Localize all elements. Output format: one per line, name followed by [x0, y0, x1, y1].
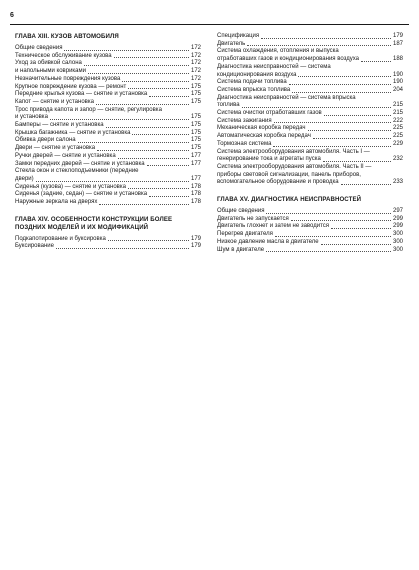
toc-entry: [217, 216, 403, 224]
toc-entry-title: Бамперы — снятие и установка: [15, 122, 104, 129]
toc-entry-page: 215: [392, 102, 403, 109]
dot-leader: [289, 84, 391, 85]
dot-leader: [96, 104, 189, 105]
toc-entry: [217, 64, 403, 72]
dot-leader: [275, 236, 391, 237]
toc-entry: [217, 149, 403, 157]
dot-leader: [128, 188, 189, 189]
toc-entry: [217, 223, 403, 231]
toc-entry-title: Наружные зеркала на дверях: [15, 199, 98, 206]
dot-leader: [78, 142, 189, 143]
toc-entry: [217, 247, 403, 255]
toc-entry-title: Двигатель глохнет и затем не заводится: [217, 223, 330, 230]
toc-entry: [217, 208, 403, 216]
toc-entry-title: Крышка багажника — снятие и установка: [15, 129, 131, 136]
dot-leader: [247, 45, 391, 46]
toc-entry-page: 300: [392, 238, 403, 245]
toc-entry: [15, 243, 201, 251]
dot-leader: [261, 38, 391, 39]
toc-entry: [15, 84, 201, 92]
toc-entry-title: и установка: [15, 114, 48, 121]
dot-leader: [88, 73, 189, 74]
page-number: 6: [10, 12, 14, 19]
toc-entry-title: Уход за обивкой салона: [15, 60, 82, 67]
toc-entry-page: 215: [392, 110, 403, 117]
toc-entry: [15, 145, 201, 153]
dot-leader: [341, 184, 391, 185]
toc-entry-page: 229: [392, 140, 403, 147]
chapter-heading: ГЛАВА XIV. ОСОБЕННОСТИ КОНСТРУКЦИИ БОЛЕЕ ПОЗДНИХ МОДЕЛЕЙ И ИХ МОДИФИКАЦИЙ: [15, 215, 173, 231]
dot-leader: [36, 181, 189, 182]
toc-entry-page: 178: [190, 191, 201, 198]
toc-entry-title: кондиционирования воздуха: [217, 71, 297, 78]
toc-entry-title: Сиденья (кузова) — снятие и установка: [15, 183, 126, 190]
dot-leader: [331, 228, 391, 229]
toc-entry-title: Незначительные повреждения кузова: [15, 75, 121, 82]
toc-entry: [217, 72, 403, 80]
toc-entry-title: Трос привода капота и запор — снятие, регулировка: [15, 106, 162, 113]
dot-leader: [50, 119, 189, 120]
toc-entry-title: Буксирование: [15, 243, 54, 250]
toc-entry-page: 172: [190, 60, 201, 67]
toc-entry: [15, 122, 201, 130]
toc-entry-page: 299: [392, 215, 403, 222]
toc-entry-page: 177: [190, 152, 201, 159]
toc-entry-page: 300: [392, 231, 403, 238]
toc-entry-page: 175: [190, 137, 201, 144]
toc-entry: [15, 68, 201, 76]
toc-entry: [15, 168, 201, 176]
toc-entry-title: Замки передних дверей — снятие и установка: [15, 160, 145, 167]
toc-entry-title: Система электрооборудования автомобиля. Часть II —: [217, 163, 372, 170]
toc-entry: [217, 41, 403, 49]
toc-entry: [217, 87, 403, 95]
toc-entry-page: 175: [190, 91, 201, 98]
toc-entry-title: Система охлаждения, отопления и выпуска: [217, 48, 339, 55]
dot-leader: [323, 161, 391, 162]
toc-entry-page: 172: [190, 45, 201, 51]
toc-entry: [217, 56, 403, 64]
toc-entry: [15, 60, 201, 68]
dot-leader: [149, 196, 189, 197]
toc-entry-title: Передние крылья кузова — снятие и установка: [15, 91, 148, 98]
toc-entry-title: Двигатель не запускается: [217, 215, 289, 222]
dot-leader: [118, 158, 189, 159]
toc-entry-title: Система электрооборудования автомобиля. Часть I —: [217, 148, 370, 155]
toc-entry-title: Стекла окон и стеклоподъемники (передние: [15, 168, 139, 175]
toc-entry: [15, 130, 201, 138]
toc-entry: [15, 91, 201, 99]
toc-entry-page: 177: [190, 160, 201, 167]
toc-entry: [15, 137, 201, 145]
toc-entry-title: Обивка двери салона: [15, 137, 76, 144]
toc-entry: [217, 95, 403, 103]
dot-leader: [274, 122, 391, 123]
dot-leader: [97, 150, 189, 151]
dot-leader: [122, 81, 189, 82]
toc-entry-page: 225: [392, 125, 403, 132]
toc-entry-title: Тормозная система: [217, 140, 272, 147]
toc-entry-page: 178: [190, 199, 201, 206]
dot-leader: [99, 204, 189, 205]
toc-entry: [217, 172, 403, 180]
toc-entry-page: 297: [392, 208, 403, 215]
toc-entry: [217, 102, 403, 110]
dot-leader: [321, 244, 391, 245]
toc-entry-page: 179: [392, 33, 403, 39]
toc-entry-page: 179: [190, 243, 201, 250]
dot-leader: [291, 220, 391, 221]
toc-entry-title: Диагностика неисправностей — система впрыска: [217, 94, 356, 101]
dot-leader: [108, 240, 189, 241]
toc-entry: [217, 48, 403, 56]
toc-entry-title: Диагностика неисправностей — система: [217, 63, 331, 70]
dot-leader: [64, 50, 189, 51]
dot-leader: [361, 61, 391, 62]
toc-entry-title: Автоматическая коробка передач: [217, 133, 311, 140]
toc-entry: [217, 141, 403, 149]
toc-entry-page: 175: [190, 98, 201, 105]
toc-entry-title: Спецификация: [217, 33, 260, 39]
toc-entry-page: 188: [392, 56, 403, 63]
toc-entry-page: 222: [392, 117, 403, 124]
toc-entry: [15, 176, 201, 184]
toc-entry-page: 175: [190, 145, 201, 152]
dot-leader: [56, 248, 189, 249]
toc-entry-title: Шум в двигателе: [217, 246, 265, 253]
toc-entry-title: Общие сведения: [217, 208, 265, 215]
toc-entry: [217, 125, 403, 133]
toc-entry-page: 204: [392, 86, 403, 93]
toc-entry-title: Система впрыска топлива: [217, 86, 291, 93]
toc-entry: [15, 184, 201, 192]
toc-entry-title: Ручки дверей — снятие и установка: [15, 152, 116, 159]
toc-entry-page: 232: [392, 156, 403, 163]
dot-leader: [132, 134, 189, 135]
toc-entry: [217, 156, 403, 164]
toc-entry-title: отработавших газов и кондиционирования воздуха: [217, 56, 360, 63]
toc-entry-title: топлива: [217, 102, 240, 109]
toc-entry-page: 175: [190, 83, 201, 90]
dot-leader: [114, 57, 189, 58]
toc-entry-title: Капот — снятие и установка: [15, 98, 94, 105]
toc-entry: [217, 118, 403, 126]
dot-leader: [266, 251, 391, 252]
toc-entry-page: 178: [190, 183, 201, 190]
toc-entry-page: 187: [392, 40, 403, 47]
toc-entry-page: 175: [190, 114, 201, 121]
toc-entry-title: Механическая коробка передач: [217, 125, 306, 132]
toc-entry: [217, 239, 403, 247]
toc-entry-page: 190: [392, 71, 403, 78]
toc-entry: [15, 99, 201, 107]
toc-entry-title: Техническое обслуживание кузова: [15, 52, 112, 59]
toc-right-column: [217, 33, 403, 254]
toc-entry-title: Сиденья (задние, седан) — снятие и установка: [15, 191, 148, 198]
toc-entry: [15, 236, 201, 244]
toc-entry-title: Система подачи топлива: [217, 79, 287, 86]
toc-entry: [217, 164, 403, 172]
header-rule: [10, 24, 409, 25]
dot-leader: [308, 130, 391, 131]
toc-entry: [217, 33, 403, 41]
toc-entry-title: Крупное повреждение кузова — ремонт: [15, 83, 127, 90]
dot-leader: [106, 127, 189, 128]
toc-entry-page: 177: [190, 175, 201, 182]
toc-entry-page: 300: [392, 246, 403, 253]
toc-entry-page: 299: [392, 223, 403, 230]
toc-entry: [217, 79, 403, 87]
toc-entry: [15, 107, 201, 115]
toc-entry-page: 233: [392, 179, 403, 186]
toc-entry-page: 172: [190, 52, 201, 59]
chapter-heading: ГЛАВА XV. ДИАГНОСТИКА НЕИСПРАВНОСТЕЙ: [217, 196, 362, 204]
toc-entry-title: приборы световой сигнализации, панель приборов,: [217, 171, 361, 178]
toc-entry-title: Двери — снятие и установка: [15, 145, 96, 152]
dot-leader: [313, 138, 391, 139]
toc-entry: [217, 133, 403, 141]
toc-entry: [217, 179, 403, 187]
dot-leader: [149, 96, 189, 97]
dot-leader: [266, 213, 391, 214]
toc-entry-title: Перегрев двигателя: [217, 231, 273, 238]
dot-leader: [292, 92, 391, 93]
toc-entry: [15, 161, 201, 169]
toc-entry-title: Общие сведения: [15, 45, 63, 51]
dot-leader: [128, 88, 189, 89]
toc-entry: [217, 110, 403, 118]
toc-entry-title: вспомогательное оборудование и проводка: [217, 179, 339, 186]
dot-leader: [273, 146, 391, 147]
toc-entry: [15, 76, 201, 84]
toc-entry-page: 172: [190, 75, 201, 82]
toc-entry-title: Двигатель: [217, 40, 246, 47]
dot-leader: [324, 115, 391, 116]
toc-entry: [217, 231, 403, 239]
toc-entry: [15, 45, 201, 53]
chapter-heading: ГЛАВА XIII. КУЗОВ АВТОМОБИЛЯ: [15, 33, 119, 40]
toc-entry-page: 175: [190, 129, 201, 136]
dot-leader: [242, 107, 391, 108]
toc-entry-page: 175: [190, 122, 201, 129]
toc-entry-title: и напольными ковриками: [15, 68, 86, 75]
dot-leader: [84, 65, 189, 66]
toc-entry-title: Система очистки отработавших газов: [217, 110, 322, 117]
toc-entry-title: двери): [15, 175, 34, 182]
toc-entry-page: 225: [392, 133, 403, 140]
toc-entry: [15, 191, 201, 199]
toc-left-column: [15, 33, 201, 251]
toc-entry-title: Низкое давление масла в двигателе: [217, 238, 319, 245]
toc-entry: [15, 199, 201, 207]
toc-entry: [15, 114, 201, 122]
toc-entry-page: 190: [392, 79, 403, 86]
toc-entry-title: Система зажигания: [217, 117, 272, 124]
toc-entry: [15, 153, 201, 161]
toc-entry-title: генерирование тока и агрегаты пуска: [217, 156, 321, 163]
toc-entry-page: 172: [190, 68, 201, 75]
toc-entry-page: 179: [190, 235, 201, 242]
dot-leader: [147, 165, 189, 166]
dot-leader: [298, 76, 391, 77]
toc-entry-title: Подкапотирование и буксировка: [15, 235, 106, 242]
